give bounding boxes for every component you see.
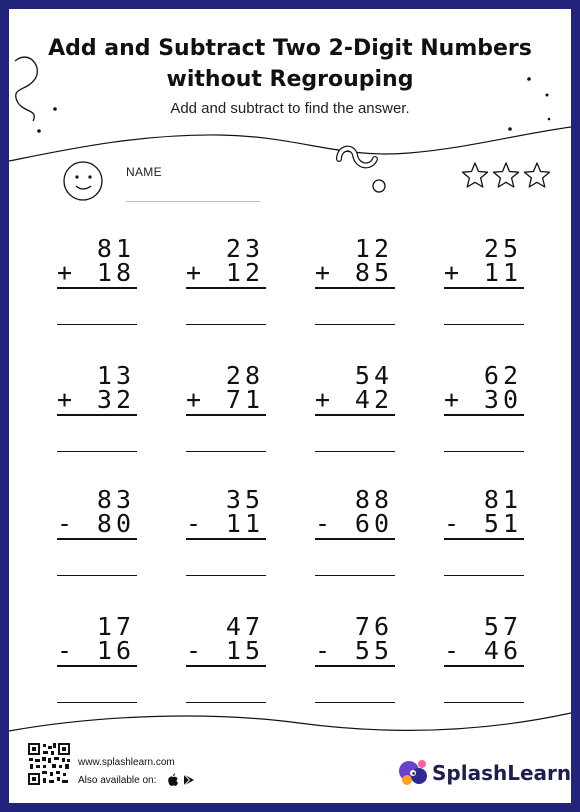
bottom-number: 11 [483,258,522,287]
problem-9 [57,487,137,587]
splashlearn-logo-icon[interactable] [398,758,430,788]
bottom-number: 51 [483,509,522,538]
bottom-number: 60 [354,509,393,538]
problem-2 [186,236,266,336]
worksheet-title [9,33,571,95]
answer-line[interactable] [57,324,137,325]
top-number: 88 [354,485,393,514]
operator-sign: - [57,509,73,538]
stars-decoration [461,159,561,195]
bottom-number: 30 [483,385,522,414]
name-field[interactable] [126,201,260,202]
problem-1 [57,236,137,336]
operator-sign: - [186,636,202,665]
star-icon [463,163,488,187]
sum-line [315,665,395,667]
answer-line[interactable] [315,702,395,703]
bottom-number: 71 [225,385,264,414]
problem-8 [444,363,524,463]
sum-line [444,287,524,289]
sum-line [57,287,137,289]
operator-sign: + [444,385,460,414]
problem-4 [444,236,524,336]
sum-line [444,414,524,416]
bottom-number: 55 [354,636,393,665]
operator-sign: + [186,258,202,287]
top-number: 83 [96,485,135,514]
top-number: 23 [225,234,264,263]
brand-name: SplashLearn [432,761,572,785]
bottom-number: 85 [354,258,393,287]
problem-3 [315,236,395,336]
name-label: NAME [126,165,162,179]
problem-16 [444,614,524,714]
top-number: 13 [96,361,135,390]
sum-line [315,287,395,289]
problem-11 [315,487,395,587]
website-link[interactable]: www.splashlearn.com [78,757,175,768]
problem-5 [57,363,137,463]
sum-line [315,414,395,416]
sum-line [444,538,524,540]
sum-line [57,538,137,540]
top-number: 76 [354,612,393,641]
answer-line[interactable] [57,451,137,452]
problem-12 [444,487,524,587]
top-number: 17 [96,612,135,641]
operator-sign: + [57,258,73,287]
answer-line[interactable] [444,324,524,325]
bottom-number: 46 [483,636,522,665]
answer-line[interactable] [315,451,395,452]
sum-line [57,665,137,667]
answer-line[interactable] [444,702,524,703]
star-icon [494,163,519,187]
problem-10 [186,487,266,587]
operator-sign: + [315,258,331,287]
top-number: 81 [483,485,522,514]
sum-line [186,538,266,540]
problem-7 [315,363,395,463]
bottom-number: 15 [225,636,264,665]
answer-line[interactable] [315,324,395,325]
answer-line[interactable] [444,451,524,452]
operator-sign: + [186,385,202,414]
bottom-number: 32 [96,385,135,414]
answer-line[interactable] [186,702,266,703]
top-number: 35 [225,485,264,514]
answer-line[interactable] [444,575,524,576]
operator-sign: + [57,385,73,414]
instructions: Add and subtract to find the answer. [170,100,410,117]
operator-sign: + [444,258,460,287]
top-number: 12 [354,234,393,263]
top-number: 25 [483,234,522,263]
store-icons [167,773,197,787]
problem-14 [186,614,266,714]
sum-line [57,414,137,416]
answer-line[interactable] [315,575,395,576]
top-number: 47 [225,612,264,641]
apple-icon [168,774,178,786]
bottom-number: 80 [96,509,135,538]
available-on-label: Also available on: [78,775,157,786]
top-number: 81 [96,234,135,263]
bottom-number: 18 [96,258,135,287]
answer-line[interactable] [186,451,266,452]
answer-line[interactable] [57,575,137,576]
problem-13 [57,614,137,714]
answer-line[interactable] [186,575,266,576]
sum-line [186,414,266,416]
star-icon [525,163,550,187]
top-number: 28 [225,361,264,390]
answer-line[interactable] [57,702,137,703]
operator-sign: - [186,509,202,538]
problem-15 [315,614,395,714]
footer-wave [9,709,571,739]
bottom-number: 42 [354,385,393,414]
bottom-number: 12 [225,258,264,287]
operator-sign: - [315,509,331,538]
play-store-icon [184,775,194,786]
top-number: 54 [354,361,393,390]
bottom-number: 11 [225,509,264,538]
top-number: 62 [483,361,522,390]
top-number: 57 [483,612,522,641]
sum-line [315,538,395,540]
sum-line [186,287,266,289]
problem-6 [186,363,266,463]
operator-sign: - [444,636,460,665]
bottom-number: 16 [96,636,135,665]
title-line-1: Add and Subtract Two 2-Digit Numbers [48,36,532,61]
sum-line [186,665,266,667]
qr-code-icon[interactable] [27,742,71,786]
title-line-2: without Regrouping [166,67,414,92]
operator-sign: - [57,636,73,665]
operator-sign: - [444,509,460,538]
answer-line[interactable] [186,324,266,325]
sum-line [444,665,524,667]
operator-sign: - [315,636,331,665]
operator-sign: + [315,385,331,414]
smiley-face-icon [63,157,103,207]
